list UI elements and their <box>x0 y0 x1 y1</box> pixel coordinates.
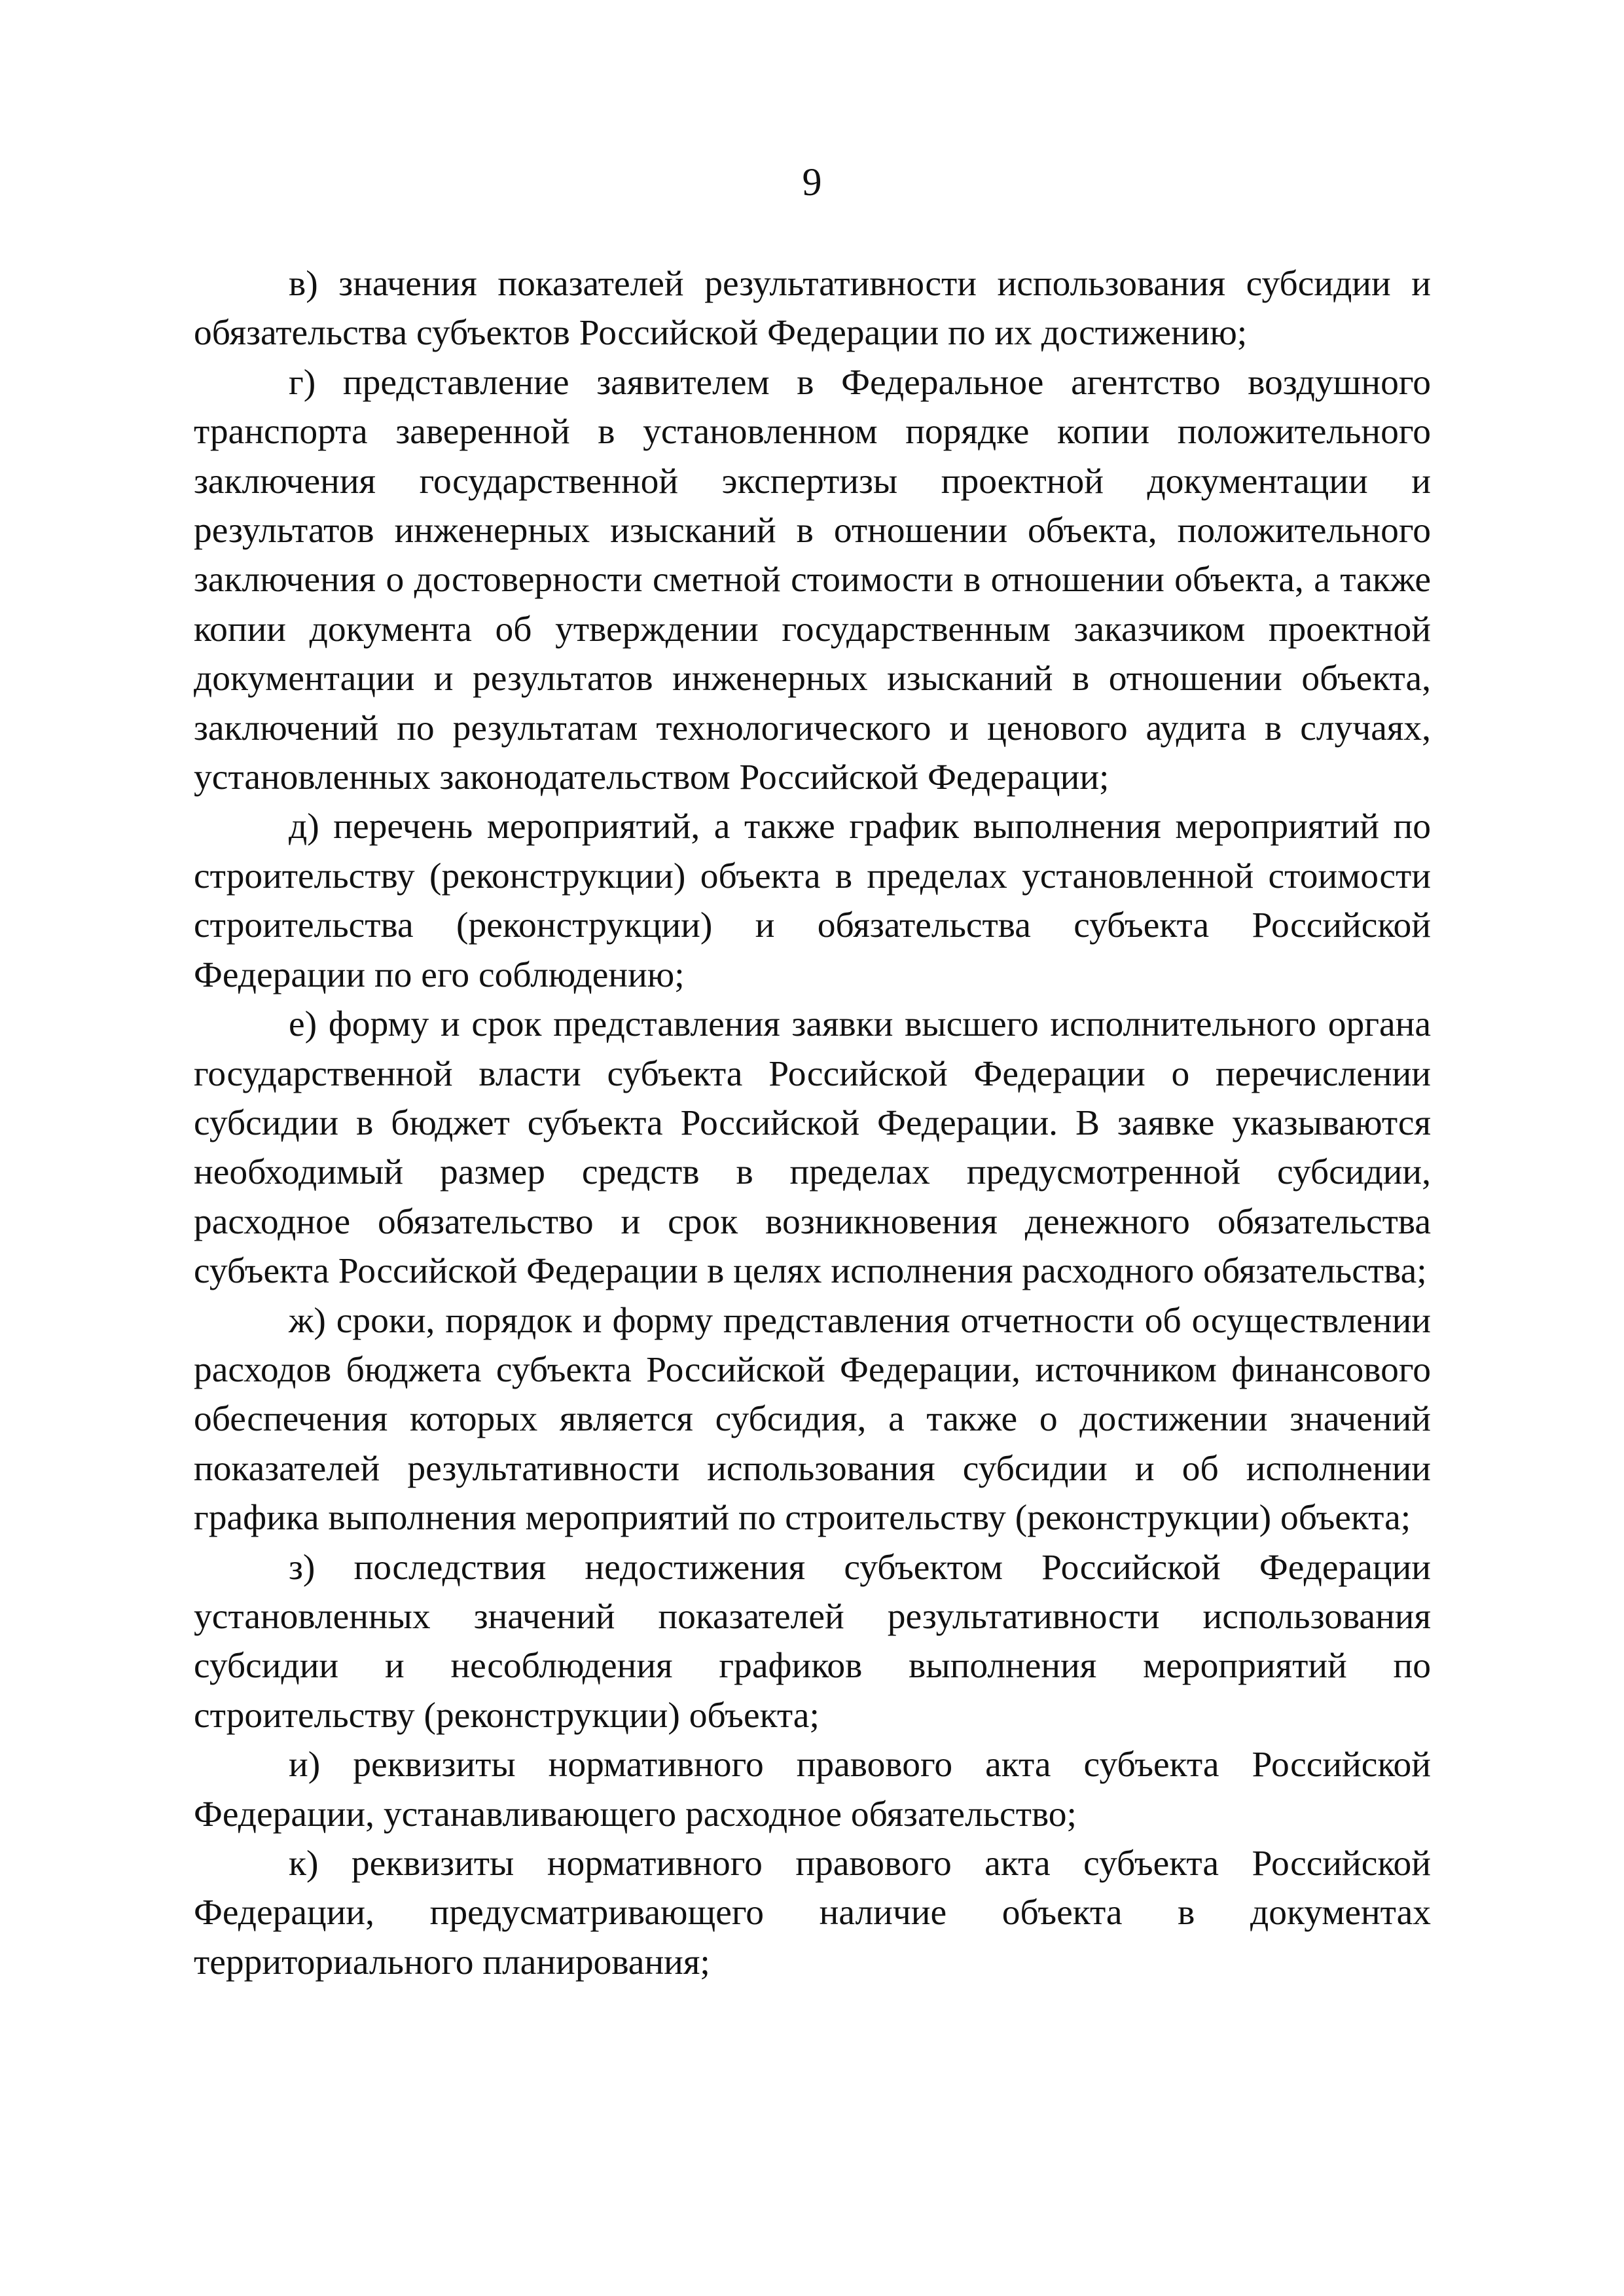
body-text <box>194 259 1431 1987</box>
paragraph-v: в) значения показателей результативности использования субсидии и обязательства субъектов Российской Федерации по их достижению; <box>194 264 1431 354</box>
paragraph-g: г) представление заявителем в Федеральное агентство воздушного транспорта заверенной в установленном порядке копии положительного заключения государственной экспертизы проектной документации и результатов инженерных изысканий в отношении объекта, положительного заключения о достоверности сметной стоимости в отношении объекта, а также копии документа об утверждении государственным заказчиком проектной документации и результатов инженерных изысканий в отношении объекта, заключений по результатам технологического и ценового аудита в случаях, установленных законодательством Российской Федерации; <box>194 362 1431 798</box>
paragraph-i: и) реквизиты нормативного правового акта субъекта Российской Федерации, устанавливающего расходное обязательство; <box>194 1745 1431 1834</box>
paragraph-zh: ж) сроки, порядок и форму представления отчетности об осуществлении расходов бюджета субъекта Российской Федерации, источником финансового обеспечения которых является субсидия, а также о достижении значений показателей результативности использования субсидии и об исполнении графика выполнения мероприятий по строительству (реконструкции) объекта; <box>194 1300 1431 1539</box>
paragraph-e: е) форму и срок представления заявки высшего исполнительного органа государственной власти субъекта Российской Федерации о перечислении субсидии в бюджет субъекта Российской Федерации. В заявке указываются необходимый размер средств в пределах предусмотренной субсидии, расходное обязательство и срок возникновения денежного обязательства субъекта Российской Федерации в целях исполнения расходного обязательства; <box>194 1004 1431 1292</box>
page-number: 9 <box>802 160 822 204</box>
paragraph-z: з) последствия недостижения субъектом Российской Федерации установленных значений показателей результативности использования субсидии и несоблюдения графиков выполнения мероприятий по строительству (реконструкции) объекта; <box>194 1547 1431 1736</box>
paragraph-k: к) реквизиты нормативного правового акта субъекта Российской Федерации, предусматривающего наличие объекта в документах территориального планирования; <box>194 1844 1431 1982</box>
paragraph-d: д) перечень мероприятий, а также график выполнения мероприятий по строительству (реконструкции) объекта в пределах установленной стоимости строительства (реконструкции) и обязательства субъекта Российской Федерации по его соблюдению; <box>194 807 1431 995</box>
